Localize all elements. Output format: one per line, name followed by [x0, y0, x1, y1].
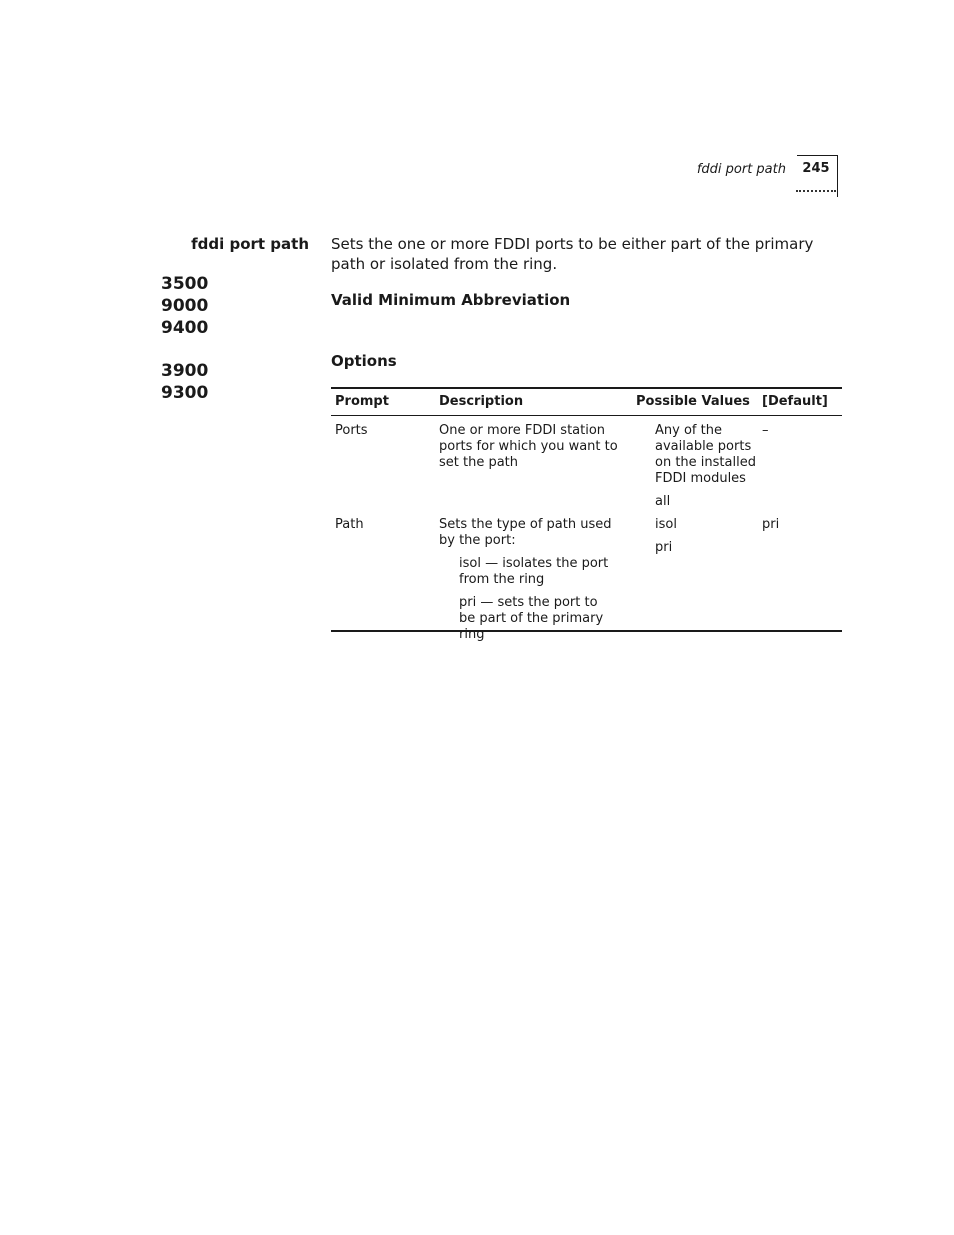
- column-header-prompt: Prompt: [335, 394, 389, 409]
- command-title: fddi port path: [191, 235, 309, 253]
- column-header-values: Possible Values: [636, 394, 750, 409]
- platform-list: [161, 273, 208, 425]
- valid-abbreviation-heading: Valid Minimum Abbreviation: [331, 291, 571, 309]
- cell-values: [655, 423, 765, 510]
- header-dotted-ornament: [796, 184, 836, 192]
- cell-description: One or more FDDI station ports for which you want to set the path: [439, 423, 618, 470]
- options-table: [331, 387, 842, 642]
- options-heading: Options: [331, 352, 397, 370]
- cell-prompt: Path: [335, 517, 364, 532]
- platform-number: 9000: [161, 296, 209, 316]
- platform-group: [161, 360, 208, 404]
- table-row: [331, 423, 842, 517]
- page-number: 245: [802, 161, 830, 176]
- description-text: Sets the type of path used by the port:: [439, 517, 612, 548]
- header-rule-top: [797, 155, 838, 156]
- cell-values: [655, 517, 765, 556]
- cell-prompt: Ports: [335, 423, 368, 438]
- value-item: all: [655, 494, 671, 509]
- header-rule-right: [837, 155, 838, 197]
- platform-number: 3500: [161, 274, 209, 294]
- value-item: Any of the available ports on the installed FDDI modules: [655, 423, 756, 486]
- value-item: isol: [655, 517, 677, 532]
- table-row: [331, 517, 842, 642]
- platform-number: 3900: [161, 361, 209, 381]
- description-sub-item: pri — sets the port to be part of the primary ring: [459, 595, 604, 642]
- cell-default: –: [762, 423, 769, 438]
- platform-number: 9300: [161, 383, 209, 403]
- running-header-title: fddi port path: [696, 162, 786, 177]
- command-description: Sets the one or more FDDI ports to be either part of the primary path or isolated from the ring.: [331, 235, 814, 273]
- value-item: pri: [655, 540, 673, 555]
- column-header-default: [Default]: [762, 394, 828, 409]
- description-sub-item: isol — isolates the port from the ring: [459, 556, 609, 587]
- table-header-row: [331, 389, 842, 415]
- column-header-description: Description: [439, 394, 524, 409]
- platform-group: [161, 273, 208, 339]
- table-header-rule: [331, 415, 842, 416]
- platform-number: 9400: [161, 318, 209, 338]
- cell-default: pri: [762, 517, 780, 532]
- cell-description: [439, 517, 629, 643]
